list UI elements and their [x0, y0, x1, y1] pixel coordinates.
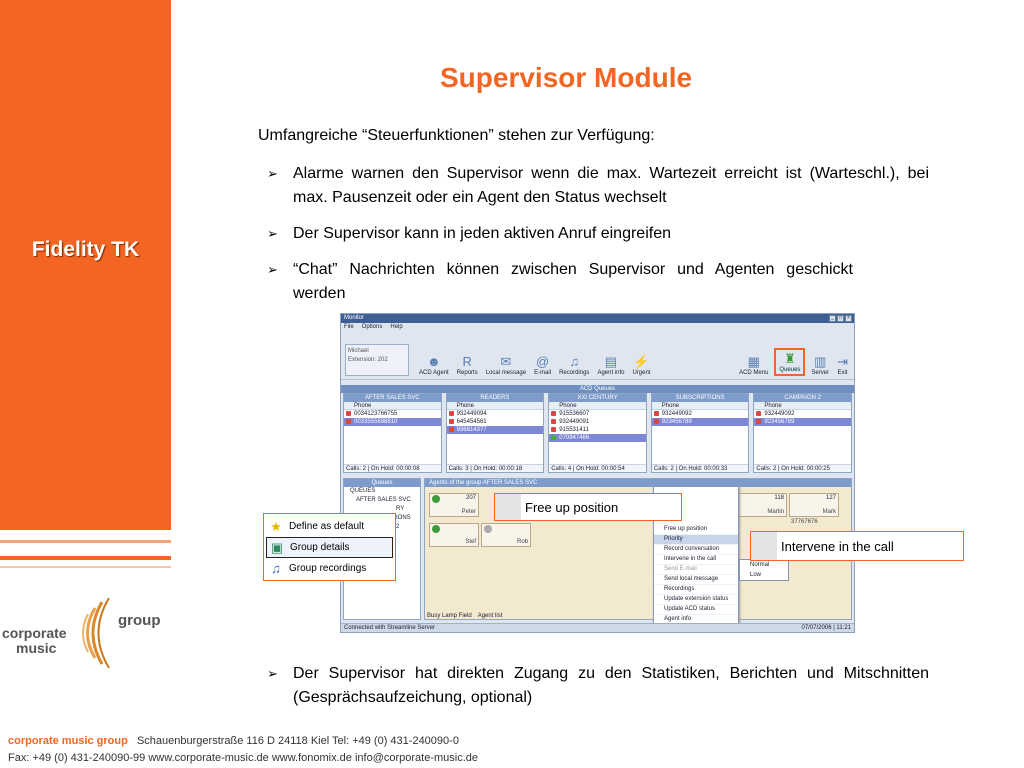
menu-item-send-email[interactable]: Send E-mail [654, 565, 738, 575]
logo-text [2, 626, 67, 656]
menu-item-label: Group recordings [289, 563, 367, 574]
user-extension: Extension: 202 [348, 357, 388, 363]
close-icon[interactable]: × [845, 315, 852, 322]
priority-low[interactable]: Low [750, 572, 762, 578]
menu-icon: ▦ [747, 354, 760, 369]
tool-label: Recordings [559, 370, 590, 376]
menu-item-update-ext[interactable]: Update extension status [654, 595, 738, 605]
agent-ext: 127 [825, 495, 836, 501]
tool-label: E-mail [534, 370, 552, 376]
tool-label: ACD Agent [419, 370, 449, 376]
queue-footer: Calls: 2 | On Hold: 00:00:08 [344, 464, 441, 472]
footer-contact: Fax: +49 (0) 431-240090-99 www.corporate-music.de www.fonomix.de info@corporate-music.de [8, 752, 479, 764]
call-row[interactable]: 932449092 [754, 410, 851, 418]
menu-item-group-recordings[interactable] [266, 558, 393, 579]
tool-label: Urgent [632, 370, 651, 376]
queue-name: CAMPAIGN 2 [754, 394, 851, 402]
recordings-icon: ♫ [271, 561, 281, 576]
agent-ext: 118 [774, 495, 784, 501]
tab-agent-list[interactable]: Agent list [477, 613, 503, 619]
user-name: Michael [348, 348, 369, 354]
bullet-text: Der Supervisor hat direkten Zugang zu den Statistiken, Berichten und Mitschnitten (Gesprächsaufzeichung, optional) [293, 665, 929, 706]
call-row[interactable]: 923456789 [754, 418, 851, 426]
call-row[interactable]: 932449092 [652, 410, 749, 418]
bullet-arrow-icon: ➢ [267, 666, 278, 681]
logo-group: group [118, 612, 161, 629]
tree-item[interactable]: IONS [396, 515, 411, 521]
exit-button[interactable] [835, 354, 850, 376]
tab-busy-lamp-field[interactable]: Busy Lamp Field [427, 613, 472, 619]
company-logo [0, 598, 171, 668]
agent-card[interactable] [481, 523, 531, 547]
menu-item-local-message[interactable]: Send local message [654, 575, 738, 585]
menu-item-agent-info[interactable]: Agent info [654, 615, 738, 625]
local-message-button[interactable] [484, 354, 528, 376]
info-icon: ▤ [604, 354, 618, 369]
agents-header: Agents of the group AFTER SALES SVC [425, 479, 851, 487]
brand-band [0, 0, 171, 530]
window-titlebar [341, 314, 854, 323]
agent-icon: ☻ [427, 354, 441, 369]
divider [0, 556, 171, 560]
agent-card[interactable] [789, 493, 839, 517]
agent-name: Peter [461, 509, 476, 515]
menu-item-free-up[interactable]: Free up position [654, 525, 738, 535]
queue-footer: Calls: 3 | On Hold: 00:00:18 [447, 464, 544, 472]
tool-label: Reports [456, 370, 478, 376]
phone-header: Phone [447, 402, 544, 410]
phone-header: Phone [549, 402, 646, 410]
queue-footer: Calls: 2 | On Hold: 00:00:25 [754, 464, 851, 472]
agent-phone: 37767676 [791, 519, 818, 525]
call-row[interactable]: 915536607 [549, 410, 646, 418]
monitor-window [340, 313, 855, 633]
agent-ext: 207 [465, 495, 476, 501]
details-icon: ▣ [270, 539, 284, 555]
call-row[interactable]: 070947466 [549, 434, 646, 442]
status-datetime: 07/07/2006 | 11:21 [801, 625, 851, 631]
menu-item-recordings[interactable]: Recordings [654, 585, 738, 595]
menu-item-label: Group details [290, 542, 350, 553]
bullet-item [267, 162, 929, 210]
agent-card[interactable] [429, 523, 479, 547]
urgent-icon: ⚡ [633, 354, 650, 369]
bullet-text: “Chat” Nachrichten können zwischen Supervisor und Agenten geschickt werden [293, 261, 853, 302]
bullet-text: Alarme warnen den Supervisor wenn die max. Wartezeit erreicht ist (Warteschl.), bei max. Pausenzeit oder ein Agent den Status wechselt [293, 165, 929, 206]
call-row[interactable]: 923456789 [652, 418, 749, 426]
intervene-callout[interactable] [750, 531, 964, 561]
call-row[interactable]: 932449094 [447, 410, 544, 418]
queue-name: READERS [447, 394, 544, 402]
status-icon [432, 525, 440, 533]
tool-label: Queues [779, 367, 801, 373]
menu-help[interactable]: Help [390, 324, 403, 330]
queue-readers[interactable] [446, 393, 545, 473]
tree-item[interactable]: RY [396, 506, 405, 512]
tool-label: Agent info [597, 370, 625, 376]
brand-name: Fidelity TK [31, 238, 140, 261]
queue-after-sales[interactable] [343, 393, 442, 473]
tool-label: Local message [485, 370, 527, 376]
bullet-arrow-icon: ➢ [267, 166, 278, 181]
agent-card[interactable] [737, 493, 787, 517]
bullet-item [267, 662, 929, 710]
toolbar [341, 332, 854, 380]
bullet-item [267, 222, 929, 246]
footer-address: Schauenburgerstraße 116 D 24118 Kiel Tel: +49 (0) 431-240090-0 [136, 735, 459, 747]
status-bar [341, 623, 854, 632]
footer [8, 733, 478, 767]
agent-name: Stef [465, 539, 476, 545]
window-title: Monitor [344, 315, 365, 321]
slide-title: Supervisor Module [440, 62, 693, 93]
tree-item[interactable]: QUEUES [350, 488, 376, 494]
queue-footer: Calls: 2 | On Hold: 00:00:33 [652, 464, 749, 472]
menu-item-intervene[interactable]: Intervene in the call [654, 555, 738, 565]
tool-label: Exit [837, 370, 848, 376]
bullet-item [267, 258, 853, 306]
chat-icon: ✉ [500, 354, 512, 369]
call-row[interactable]: 0033555698810 [344, 418, 441, 426]
email-icon: @ [535, 354, 550, 369]
logo-line1: corporate [2, 625, 67, 641]
reports-button[interactable] [455, 354, 480, 376]
queue-name: XXI CENTURY [549, 394, 646, 402]
menu-item-label: Define as default [289, 521, 365, 532]
queue-name: SUBSCRIPTIONS [652, 394, 749, 402]
menu-item-define-default[interactable] [266, 516, 393, 537]
free-up-callout[interactable] [494, 493, 682, 521]
agent-name: Mark [822, 509, 836, 515]
menu-bar [341, 323, 854, 332]
call-row[interactable]: 932449091 [549, 418, 646, 426]
footer-company: corporate music group [8, 735, 128, 747]
reports-icon: R [462, 354, 472, 369]
bullet-text: Der Supervisor kann in jeden aktiven Anruf eingreifen [293, 225, 671, 242]
phone-header: Phone [344, 402, 441, 410]
user-info [345, 344, 409, 376]
queue-columns [341, 393, 854, 473]
minimize-icon[interactable]: _ [829, 315, 836, 322]
recordings-button[interactable] [557, 354, 591, 376]
menu-icon-placeholder [751, 532, 777, 560]
agent-name: Martin [767, 509, 784, 515]
queues-icon: ♜ [784, 351, 796, 366]
acd-queues-header: ACD Queues [341, 385, 854, 393]
bullet-arrow-icon: ➢ [267, 262, 278, 277]
tree-item[interactable]: AFTER SALES SVC [356, 497, 411, 503]
agent-name: Rob [516, 539, 528, 545]
queues-tree-header: Queues [344, 479, 420, 487]
queue-footer: Calls: 4 | On Hold: 00:00:54 [549, 464, 646, 472]
menu-item-priority[interactable]: Priority [654, 535, 738, 545]
tree-item[interactable]: 2 [396, 524, 400, 530]
server-button[interactable] [809, 354, 831, 376]
email-button[interactable] [532, 354, 553, 376]
acd-menu-button[interactable] [737, 354, 770, 376]
server-icon: ▥ [814, 354, 827, 369]
status-text: Connected with Streamline Server [344, 625, 436, 631]
agent-info-button[interactable] [595, 354, 626, 376]
menu-item-update-acd[interactable]: Update ACD status [654, 605, 738, 615]
priority-submenu [739, 559, 789, 581]
phone-header: Phone [754, 402, 851, 410]
status-icon [432, 495, 440, 503]
menu-file[interactable]: File [344, 324, 354, 330]
recordings-icon: ♫ [569, 354, 580, 369]
logo-line2: music [16, 640, 57, 656]
maximize-icon[interactable]: □ [838, 315, 843, 321]
tool-label: ACD Menu [739, 370, 769, 376]
menu-item-group-details[interactable] [266, 537, 393, 558]
queue-name: AFTER SALES SVC [344, 394, 441, 402]
queues-button[interactable] [774, 348, 805, 376]
menu-icon-placeholder [495, 494, 521, 520]
queue-xxi-century[interactable] [548, 393, 647, 473]
acd-agent-button[interactable] [417, 354, 451, 376]
call-row[interactable]: 645454561 [447, 418, 544, 426]
call-row[interactable]: 915531411 [549, 426, 646, 434]
callout-label: Intervene in the call [781, 538, 894, 554]
tool-label: Server [811, 370, 830, 376]
bottom-tabs [427, 613, 502, 619]
menu-options[interactable]: Options [361, 324, 383, 330]
intro-text: Umfangreiche “Steuerfunktionen” stehen zur Verfügung: [258, 127, 655, 144]
call-row[interactable]: 0034123766755 [344, 410, 441, 418]
call-row[interactable]: 936814377 [447, 426, 544, 434]
callout-label: Free up position [525, 499, 619, 515]
urgent-button[interactable] [630, 354, 652, 376]
group-context-menu [263, 513, 396, 581]
queue-campaign-2[interactable] [753, 393, 852, 473]
priority-normal[interactable]: Normal [750, 562, 770, 568]
star-icon: ★ [270, 518, 282, 534]
status-icon [484, 525, 492, 533]
exit-icon: ⇥ [837, 354, 848, 369]
bullet-arrow-icon: ➢ [267, 226, 278, 241]
phone-header: Phone [652, 402, 749, 410]
divider [0, 540, 171, 543]
queue-subscriptions[interactable] [651, 393, 750, 473]
menu-item-record[interactable]: Record conversation [654, 545, 738, 555]
divider [0, 566, 171, 568]
agent-card[interactable] [429, 493, 479, 517]
